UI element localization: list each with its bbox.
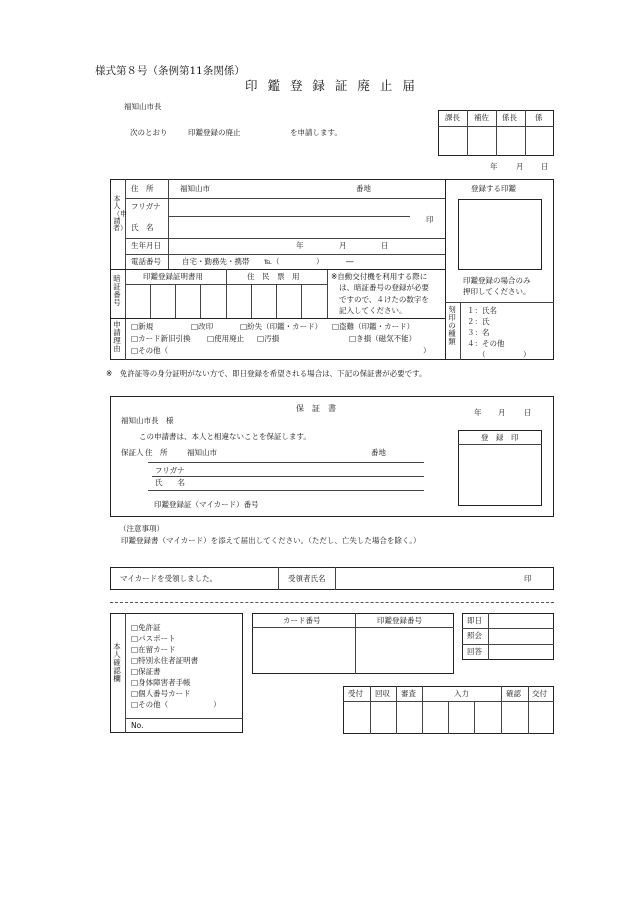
id-guarantee[interactable]: □保証書 — [131, 667, 161, 676]
page-title: 印 鑑 登 録 証 廃 止 届 — [245, 78, 418, 93]
reason-damaged[interactable]: □き損（磁気不能） — [349, 334, 417, 343]
addressee: 福知山市長 — [124, 102, 162, 111]
stamp-kacho: 課長 — [445, 113, 460, 122]
reason-lost[interactable]: □紛失（印鑑・カード） — [240, 322, 323, 331]
request-mid: 印鑑登録の廃止 — [188, 128, 241, 137]
guarantor-card-label: 印鑑登録証（マイカード）番号 — [154, 500, 259, 509]
status-same-day: 即日 — [467, 616, 482, 625]
pin-note-3: ですので、４けたの数字を — [339, 295, 429, 304]
applicant-seal-mark: 印 — [426, 215, 434, 224]
id-mynumber[interactable]: □個人番号カード — [131, 689, 191, 698]
guarantee-date-year: 年 — [474, 408, 482, 417]
reason-change-seal[interactable]: □改印 — [191, 322, 214, 331]
id-side-label: 本人確認欄 — [113, 642, 121, 683]
birthdate-label: 生年月日 — [131, 241, 161, 250]
cut-line — [110, 602, 554, 603]
guarantee-notice: ※ 免許証等の身分証明がない方で、即日登録を希望される場合は、下記の保証書が必要です。 — [106, 369, 427, 378]
workflow-confirm: 確認 — [506, 689, 521, 698]
reason-side-label: 申請理由 — [113, 320, 121, 353]
stamp-hosa: 補佐 — [474, 113, 489, 122]
seal-note-1: 印鑑登録の場合のみ — [463, 276, 531, 285]
birth-day: 日 — [381, 241, 389, 250]
id-no-label: No. — [131, 721, 144, 730]
seal-type-fullname: １：氏名 — [467, 306, 497, 315]
guarantee-addressee: 福知山市長 様 — [121, 416, 174, 425]
reason-other[interactable]: □その他（ — [131, 346, 169, 355]
reason-discontinue[interactable]: □使用廃止 — [207, 334, 245, 343]
id-residence-card[interactable]: □在留カード — [131, 645, 176, 654]
birth-year: 年 — [296, 241, 304, 250]
seal-type-other: ４：その他 — [467, 339, 505, 348]
id-license[interactable]: □免許証 — [131, 623, 161, 632]
pin-note-4: 記入してください。 — [339, 306, 407, 315]
birth-month: 月 — [339, 241, 347, 250]
seal-type-given: ３：名 — [467, 328, 490, 337]
date-month: 月 — [516, 162, 524, 171]
id-disability[interactable]: □身体障害者手帳 — [131, 678, 191, 687]
id-other[interactable]: □その他（ ） — [131, 700, 221, 709]
request-suffix: を申請します。 — [290, 128, 342, 137]
workflow-reception: 受付 — [348, 689, 363, 698]
seal-type-side-label: 刻印の種類 — [448, 305, 456, 346]
name-label: 氏 名 — [131, 223, 154, 232]
caution-heading: （注意事項） — [119, 524, 164, 533]
address-banchi: 番地 — [356, 184, 371, 193]
status-inquiry: 照会 — [467, 631, 482, 640]
phone-label: 電話番号 — [131, 257, 161, 266]
guarantee-title: 保 証 書 — [296, 404, 336, 413]
workflow-issue: 交付 — [532, 689, 547, 698]
applicant-side-label: 本人（申請者） — [113, 195, 127, 233]
tel-dash: ― — [346, 257, 354, 266]
stamp-kakari: 係 — [535, 113, 543, 122]
form-number: 様式第８号（条例第11条関係） — [95, 65, 245, 77]
guarantor-banchi: 番地 — [371, 448, 386, 457]
receiver-seal-mark: 印 — [524, 574, 532, 583]
registered-seal-box[interactable] — [458, 199, 542, 270]
address-label: 住 所 — [131, 184, 154, 193]
reason-other-close: ） — [423, 346, 431, 355]
pin-resident-label: 住 民 票 用 — [247, 272, 300, 281]
caution-text: 印鑑登録書（マイカード）を添えて届出してください。（ただし、亡失した場合を除く。） — [121, 536, 421, 545]
pin-note-1: ※自動交付機を利用する際に — [331, 272, 428, 281]
guarantor-address-city: 福知山市 — [187, 448, 217, 457]
tel-mark: ℡（ — [264, 257, 280, 266]
receiver-label: 受領者氏名 — [288, 574, 326, 583]
stamp-kakaricho: 係長 — [502, 113, 517, 122]
guarantee-date-month: 月 — [498, 408, 506, 417]
phone-types: 自宅・勤務先・携帯 — [182, 257, 250, 266]
furigana-label: フリガナ — [131, 202, 161, 211]
guarantor-furigana-label: フリガナ — [155, 466, 185, 475]
status-reply: 回答 — [467, 647, 482, 656]
pin-side-label: 暗証番号 — [113, 274, 121, 307]
seal-reg-number-label: 印鑑登録番号 — [377, 616, 422, 625]
id-passport[interactable]: □パスポート — [131, 634, 176, 643]
pin-note-2: は、暗証番号の登録が必要 — [339, 283, 429, 292]
tel-close: ） — [316, 257, 324, 266]
reason-soiled[interactable]: □汚損 — [257, 334, 280, 343]
workflow-collection: 回収 — [375, 689, 390, 698]
id-special-permanent[interactable]: □特別永住者証明書 — [131, 656, 199, 665]
guarantee-statement: この申請書は、本人と相違ないことを保証します。 — [139, 432, 311, 441]
card-number-label: カード番号 — [283, 616, 321, 625]
guarantee-seal-label: 登 録 印 — [481, 433, 519, 442]
reason-card-exchange[interactable]: □カード新旧引換 — [131, 334, 191, 343]
address-city: 福知山市 — [180, 184, 210, 193]
workflow-input: 入力 — [454, 689, 469, 698]
reason-new[interactable]: □新規 — [131, 322, 154, 331]
guarantor-address-label: 住 所 — [145, 448, 168, 457]
request-prefix: 次のとおり — [130, 128, 168, 137]
guarantor-name-label: 氏 名 — [155, 478, 185, 487]
seal-type-other-paren: （ ） — [478, 350, 531, 359]
seal-note-2: 押印してください。 — [463, 287, 531, 296]
guarantor-label: 保証人 — [121, 448, 144, 457]
id-verification-box — [110, 613, 243, 733]
reason-stolen[interactable]: □盗難（印鑑・カード） — [332, 322, 415, 331]
date-year: 年 — [490, 162, 498, 171]
workflow-review: 審査 — [401, 689, 416, 698]
date-day: 日 — [541, 162, 549, 171]
registered-seal-title: 登録する印鑑 — [471, 184, 516, 193]
pin-cert-label: 印鑑登録証明書用 — [143, 272, 203, 281]
guarantee-date-day: 日 — [524, 408, 532, 417]
seal-type-surname: ２：氏 — [467, 317, 490, 326]
receipt-text: マイカードを受領しました。 — [120, 574, 218, 583]
